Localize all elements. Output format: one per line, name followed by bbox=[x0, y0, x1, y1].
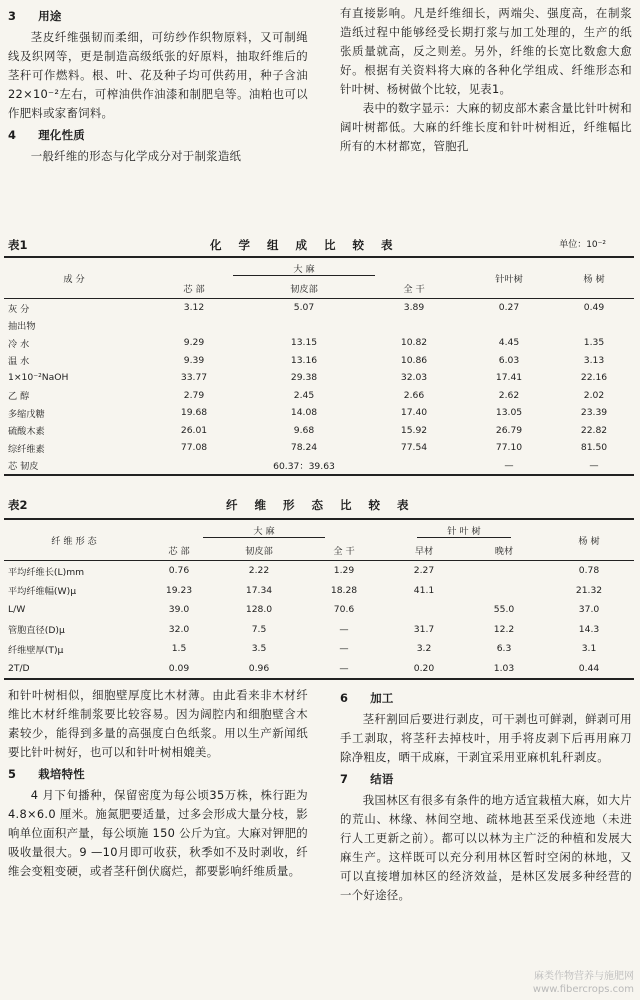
table-2-row bbox=[4, 561, 634, 581]
watermark: 麻类作物营养与施肥网 www.fibercrops.com bbox=[532, 971, 634, 995]
table-1-cell-whole: 77.54 bbox=[400, 442, 428, 454]
table-2-head-early: 早材 bbox=[384, 540, 464, 561]
table-2-cell-name: 管胞直径(D)μ bbox=[8, 625, 65, 637]
table-1-head-poplar: 杨 树 bbox=[554, 257, 634, 299]
table-1-cell-name: 多缩戊糖 bbox=[8, 408, 45, 420]
table-2-cell-early: 31.7 bbox=[413, 623, 435, 635]
table-1-cell-whole: 2.66 bbox=[403, 389, 425, 401]
table-2 bbox=[4, 518, 634, 680]
table-1-cell-bast: 2.45 bbox=[293, 389, 315, 401]
table-1-cell-core: 19.68 bbox=[180, 407, 208, 419]
table-2-cell-poplar: 0.44 bbox=[544, 659, 634, 680]
table-2-cell-poplar: 14.3 bbox=[578, 623, 600, 635]
table-2-cell-poplar: 37.0 bbox=[578, 604, 600, 616]
table-2-cell-poplar: 21.32 bbox=[575, 584, 603, 596]
table-1-cell-conifer: 0.27 bbox=[498, 302, 520, 314]
table-2-head-late: 晚材 bbox=[464, 540, 544, 561]
table-2-cell-late: 1.03 bbox=[464, 659, 544, 680]
table-2-cell-bast: 0.96 bbox=[214, 659, 304, 680]
table-1-cell-name: 乙 醇 bbox=[8, 391, 30, 403]
right-top-paragraph-1: 有直接影响。凡是纤维细长，两端尖、强度高，在制浆造纸过程中能够经受长期打浆与加工处理的，生产的纸张质量就高，反之则差。另外，纤维的长宽比数愈大愈好。根据有关资料将大麻的各种化学组成、纤维形态和针叶树、杨树做个比较，见表1。 bbox=[340, 6, 632, 96]
table-1-head-whole: 全 干 bbox=[364, 278, 464, 299]
table-1-cell-conifer: 6.03 bbox=[498, 354, 520, 366]
table-1-cell-core: 9.29 bbox=[183, 337, 205, 349]
table-2-cell-early: 0.20 bbox=[384, 659, 464, 680]
table-1-cell-whole: 15.92 bbox=[400, 424, 428, 436]
table-2-cell-name: 平均纤维幅(W)μ bbox=[8, 586, 77, 598]
table-2-cell-name: 纤维壁厚(T)μ bbox=[8, 644, 64, 656]
table-2-cell-core: 19.23 bbox=[165, 584, 193, 596]
table-2-cell-core: 1.5 bbox=[171, 643, 187, 655]
table-1-cell-bast: 78.24 bbox=[290, 442, 318, 454]
top-left-column bbox=[8, 4, 308, 166]
table-1-cell-whole bbox=[364, 457, 464, 476]
section-4-heading: 4 理化性质 bbox=[8, 128, 85, 142]
table-1-cell-whole: 3.89 bbox=[403, 302, 425, 314]
table-1-cell-core bbox=[144, 317, 244, 335]
table-2-cell-poplar: 3.1 bbox=[581, 643, 597, 655]
table-1-cell-conifer: 4.45 bbox=[498, 337, 520, 349]
table-1-cell-whole: 10.86 bbox=[400, 354, 428, 366]
table-1-cell-bast: 60.37：39.63 bbox=[244, 457, 364, 476]
table-2-title: 纤维形态比较表 bbox=[226, 498, 426, 512]
table-2-cell-name: 平均纤维长(L)mm bbox=[8, 566, 85, 578]
table-1-cell-name: 综纤维素 bbox=[8, 443, 45, 455]
table-2-body bbox=[4, 561, 634, 680]
table-1-row bbox=[4, 422, 634, 440]
table-1-row bbox=[4, 457, 634, 476]
table-1-cell-bast: 13.15 bbox=[290, 337, 318, 349]
bottom-left-column bbox=[8, 686, 308, 881]
table-1-cell-bast: 14.08 bbox=[290, 407, 318, 419]
table-1 bbox=[4, 256, 634, 476]
table-2-cell-late bbox=[464, 561, 544, 581]
table-2-cell-bast: 2.22 bbox=[248, 565, 270, 577]
table-1-cell-conifer: 2.62 bbox=[498, 389, 520, 401]
table-2-row bbox=[4, 620, 634, 640]
table-1-head-bast: 韧皮部 bbox=[244, 278, 364, 299]
table-1-cell-conifer: 17.41 bbox=[495, 372, 523, 384]
table-2-cell-late bbox=[464, 581, 544, 601]
section-3-heading: 3 用途 bbox=[8, 9, 62, 23]
table-2-cell-whole: — bbox=[339, 623, 349, 635]
table-1-row bbox=[4, 387, 634, 405]
left-bottom-paragraph-1: 和针叶树相似，细胞壁厚度比木材薄。由此看来非木材纤维比木材纤维制浆要比较容易。因为阔腔内和细胞壁含木素较少，能得到多量的高强度白色纸浆。用以生产新闻纸要比针叶树好，也可以和针叶树相媲美。 bbox=[8, 688, 308, 759]
table-1-row bbox=[4, 352, 634, 370]
table-2-head-core: 芯 部 bbox=[144, 540, 214, 561]
table-2-cell-core: 0.09 bbox=[144, 659, 214, 680]
table-1-cell-name: 温 水 bbox=[8, 356, 30, 368]
table-2-cell-late: 55.0 bbox=[493, 604, 515, 616]
table-1-cell-core: 26.01 bbox=[180, 424, 208, 436]
table-2-cell-bast: 17.34 bbox=[245, 584, 273, 596]
table-2-head-poplar: 杨 树 bbox=[544, 519, 634, 561]
table-1-row bbox=[4, 299, 634, 317]
table-2-row bbox=[4, 639, 634, 659]
table-2-row bbox=[4, 600, 634, 620]
table-2-head-bast: 韧皮部 bbox=[214, 540, 304, 561]
table-2-cell-bast: 128.0 bbox=[245, 604, 273, 616]
table-1-cell-poplar bbox=[554, 317, 634, 335]
table-2-cell-bast: 3.5 bbox=[251, 643, 267, 655]
table-1-cell-conifer: — bbox=[464, 457, 554, 476]
table-1-cell-bast bbox=[244, 317, 364, 335]
table-1-cell-bast: 29.38 bbox=[290, 372, 318, 384]
table-1-cell-poplar: 23.39 bbox=[580, 407, 608, 419]
table-2-cell-whole: 1.29 bbox=[333, 565, 355, 577]
table-1-row bbox=[4, 334, 634, 352]
table-1-cell-core: 33.77 bbox=[180, 372, 208, 384]
table-2-head-group-hemp: 大 麻 bbox=[144, 519, 384, 540]
table-2-cell-poplar: 0.78 bbox=[578, 565, 600, 577]
table-2-cell-core: 32.0 bbox=[168, 623, 190, 635]
table-2-caption bbox=[8, 497, 636, 515]
table-1-cell-name: 芯 韧皮 bbox=[4, 457, 144, 476]
top-right-column bbox=[340, 4, 632, 156]
section-5-heading: 5 栽培特性 bbox=[8, 767, 85, 781]
table-1-cell-bast: 13.16 bbox=[290, 354, 318, 366]
table-2-row bbox=[4, 659, 634, 680]
table-2-cell-whole: 18.28 bbox=[330, 584, 358, 596]
table-2-cell-whole: — bbox=[304, 659, 384, 680]
table-1-row bbox=[4, 439, 634, 457]
table-1-cell-name: 灰 分 bbox=[8, 303, 30, 315]
table-2-cell-whole: 70.6 bbox=[333, 604, 355, 616]
section-7-paragraph: 我国林区有很多有条件的地方适宜栽植大麻，如大片的荒山、林缘、林间空地、疏林地甚至采伐迹地（未进行人工更新之前）。都可以以林为主广泛的种植和发展大麻生产。这样既可以充分利用林区暂时空闲的林地，又可以直接增加林区的经济效益，是林区发展多种经营的一个好途径。 bbox=[340, 793, 632, 902]
table-2-label: 表2 bbox=[8, 498, 28, 512]
table-1-cell-conifer: 77.10 bbox=[495, 442, 523, 454]
table-2-cell-name: L/W bbox=[8, 604, 26, 616]
section-5-paragraph: 4 月下旬播种，保留密度为每公顷35万株，株行距为 4.8×6.0 厘米。施氮肥要适量，过多会形成大量分枝，影响单位面积产量，每公顷施 150 公斤为宜。大麻对钾肥的吸收量很大。9 —10月即可收获，秋季如不及时剥收，纤维会变粗变硬，或者茎秆倒伏腐烂，都要影响纤维质量。 bbox=[8, 788, 308, 878]
table-1-cell-name: 抽出物 bbox=[8, 321, 36, 333]
table-1-cell-conifer: 26.79 bbox=[495, 424, 523, 436]
section-3-paragraph: 茎皮纤维强韧而柔细，可纺纱作织物原料，又可制绳线及织网等，更是制造高级纸张的好原料，抽取纤维后的茎秆可作燃料。根、叶、花及种子均可供药用，种子含油 22×10⁻²左右，可榨油供作油漆和制肥皂等。油粕也可以作肥料或家畜饲料。 bbox=[8, 30, 308, 120]
table-1-head-core: 芯 部 bbox=[144, 278, 244, 299]
table-1-cell-whole: 17.40 bbox=[400, 407, 428, 419]
table-1-row bbox=[4, 369, 634, 387]
table-2-cell-early: 41.1 bbox=[413, 584, 435, 596]
section-6-heading: 6 加工 bbox=[340, 691, 394, 705]
right-top-paragraph-2: 表中的数字显示：大麻的韧皮部木素含量比针叶树和阔叶树都低。大麻的纤维长度和针叶树相近，纤维幅比所有的木材都宽，管胞孔 bbox=[340, 101, 632, 153]
table-1-cell-whole: 10.82 bbox=[400, 337, 428, 349]
section-6-paragraph: 茎秆割回后要进行剥皮，可干剥也可鲜剥，鲜剥可用手工剥取，将茎秆去掉枝叶，用手将皮剥下后再用麻刀除净粗皮，晒干成麻，干剥宜采用亚麻机轧秆剥皮。 bbox=[340, 712, 632, 764]
table-1-cell-poplar: 81.50 bbox=[580, 442, 608, 454]
table-1-cell-poplar: 1.35 bbox=[583, 337, 605, 349]
table-2-cell-late: 12.2 bbox=[493, 623, 515, 635]
table-1-head-conifer: 针叶树 bbox=[464, 257, 554, 299]
table-1-cell-name: 冷 水 bbox=[8, 338, 30, 350]
table-2-cell-early: 3.2 bbox=[416, 643, 432, 655]
table-2-head-group-conifer: 针 叶 树 bbox=[384, 519, 544, 540]
table-1-head-group: 大 麻 bbox=[144, 257, 464, 278]
table-1-unit: 单位：10⁻² bbox=[559, 240, 606, 250]
table-1-body bbox=[4, 299, 634, 476]
table-2-cell-early: 2.27 bbox=[413, 565, 435, 577]
table-1-cell-poplar: — bbox=[554, 457, 634, 476]
table-2-head-whole: 全 干 bbox=[304, 540, 384, 561]
table-1-row bbox=[4, 404, 634, 422]
table-1-cell-core: 2.79 bbox=[183, 389, 205, 401]
table-2-cell-whole: — bbox=[339, 643, 349, 655]
table-2-cell-early bbox=[384, 600, 464, 620]
table-1-row bbox=[4, 317, 634, 335]
table-2-cell-bast: 7.5 bbox=[251, 623, 267, 635]
table-1-cell-bast: 9.68 bbox=[293, 424, 315, 436]
table-2-cell-name: 2T/D bbox=[4, 659, 144, 680]
table-1-cell-poplar: 2.02 bbox=[583, 389, 605, 401]
table-2-cell-late: 6.3 bbox=[496, 643, 512, 655]
table-1-cell-poplar: 3.13 bbox=[583, 354, 605, 366]
table-1-cell-poplar: 22.82 bbox=[580, 424, 608, 436]
table-1-cell-core bbox=[144, 457, 244, 476]
table-1-cell-conifer: 13.05 bbox=[495, 407, 523, 419]
table-1-cell-core: 77.08 bbox=[180, 442, 208, 454]
section-7-heading: 7 结语 bbox=[340, 772, 394, 786]
table-1-cell-core: 9.39 bbox=[183, 354, 205, 366]
table-1-label: 表1 bbox=[8, 238, 28, 252]
table-2-cell-core: 0.76 bbox=[168, 565, 190, 577]
table-1-cell-poplar: 22.16 bbox=[580, 372, 608, 384]
table-2-row bbox=[4, 581, 634, 601]
table-1-cell-name: 硫酸木素 bbox=[8, 426, 45, 438]
table-1-cell-whole: 32.03 bbox=[400, 372, 428, 384]
table-2-cell-core: 39.0 bbox=[168, 604, 190, 616]
section-4-paragraph: 一般纤维的形态与化学成分对于制浆造纸 bbox=[30, 149, 242, 163]
bottom-right-column bbox=[340, 686, 632, 905]
table-1-cell-core: 3.12 bbox=[183, 302, 205, 314]
table-1-cell-whole bbox=[364, 317, 464, 335]
table-1-title: 化学组成比较表 bbox=[210, 238, 410, 252]
table-1-caption bbox=[8, 237, 636, 255]
table-1-cell-bast: 5.07 bbox=[293, 302, 315, 314]
table-1-cell-conifer bbox=[464, 317, 554, 335]
table-1-cell-poplar: 0.49 bbox=[583, 302, 605, 314]
table-1-cell-name: 1×10⁻²NaOH bbox=[8, 372, 69, 384]
table-1-head-component: 成 分 bbox=[4, 257, 144, 299]
table-2-head-form: 纤 维 形 态 bbox=[4, 519, 144, 561]
